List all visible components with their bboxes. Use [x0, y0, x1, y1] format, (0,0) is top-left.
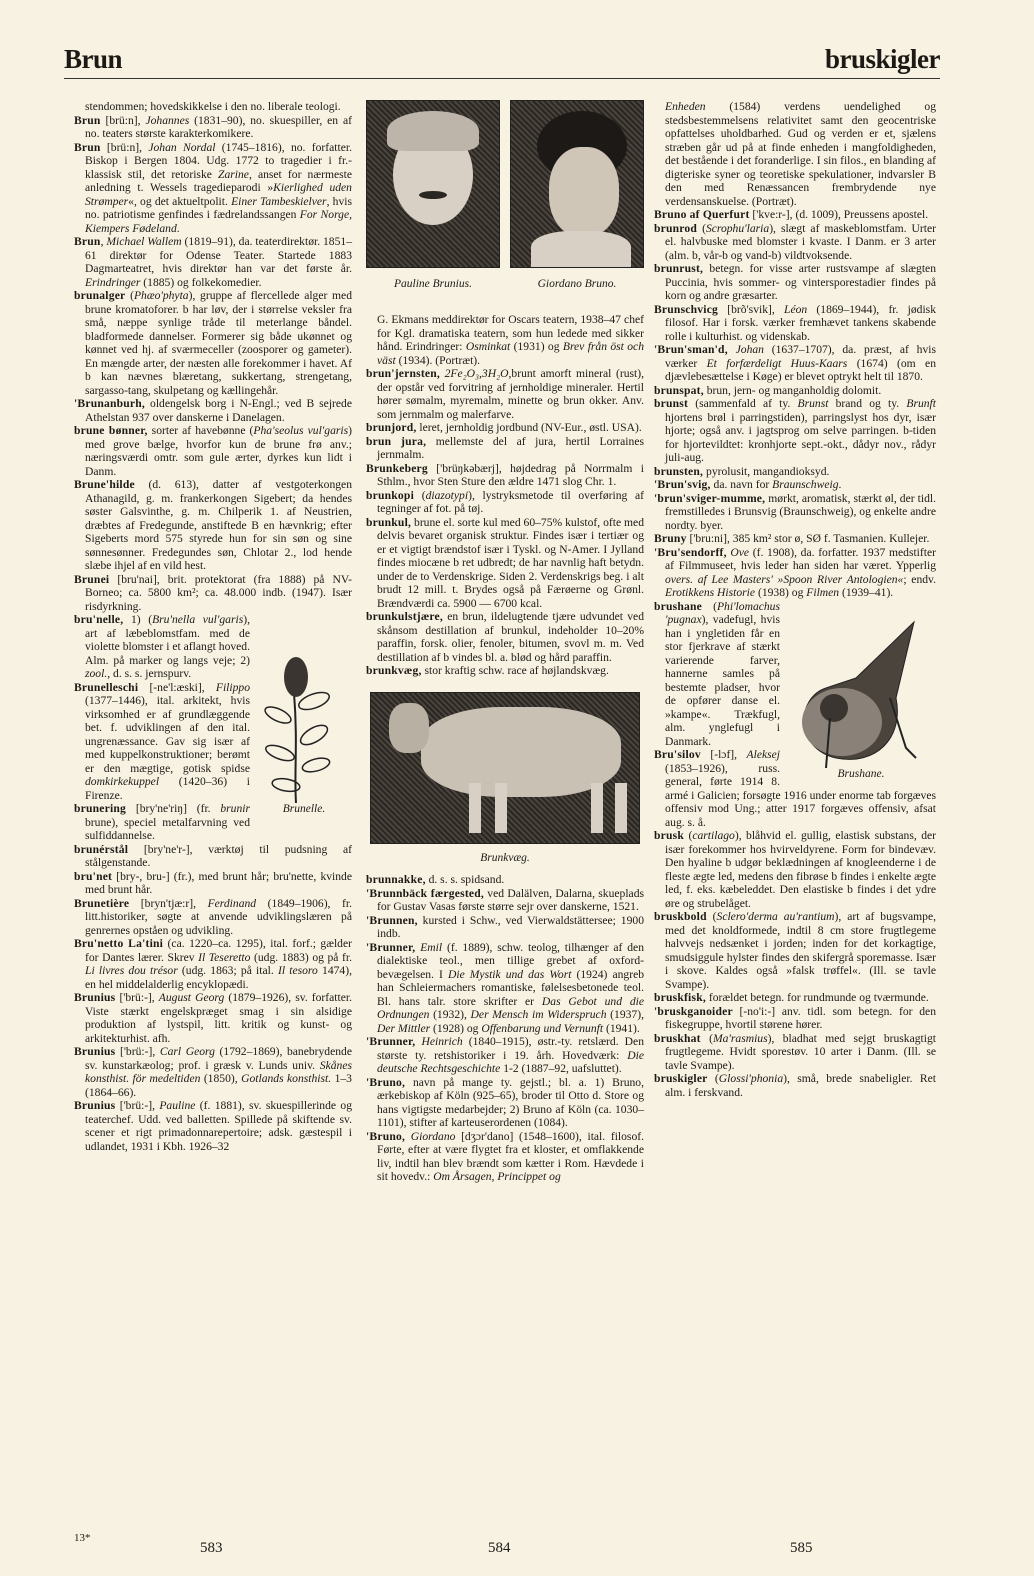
entry-bruskhat: bruskhat (Ma'rasmius), bladhat med sejgt bruskagtigt frugtlegeme. Hvidt sporestøv. 10 arter i Danm. (Ill. se tavle Svampe). — [654, 1031, 936, 1072]
entry-brunsten: brunsten, pyrolusit, mangandioksyd. — [654, 464, 830, 478]
brushane-bird-illustration — [786, 618, 926, 768]
entry-brunst: brunst (sammenfald af ty. Brunst brand og ty. Brunft hjortens brøl i parringstiden), parringslyst hos dyr, især hjorte; også anv. i jagtsprog om selve parringen. b-tiden for hjortevildtet: kronhjorte sept.-okt., dådyr nov., rådyr juli-aug. — [654, 397, 936, 464]
caption-brunkvaeg: Brunkvæg. — [480, 851, 530, 864]
entry-brushane: brushane (Phi'lomachus 'pugnax), vadefugl, hvis han i yngletiden får en stor fjerkrave af stærkt varierende farver, hannerne samles på bestemte pladser, hvor de opfører danse el. »kampe«. Trækfugl, alm. ynglefugl i Danmark. — [654, 599, 780, 748]
entry-brunetto-latini: Bru'netto La'tini (ca. 1220–ca. 1295), ital. forf.; gælder for Dantes lærer. Skrev Il Teseretto (udg. 1883) og på fr. Li livres dou trésor (udg. 1863; på ital. Il tesoro 1474), en hel middelalderlig encyklopædi. — [74, 937, 352, 991]
entry-brunetiere: Brunetière [bryn'tjæ:r], Ferdinand (1849–1906), fr. litt.historiker, søgte at anvende udviklingslæren på genrernes opståen og udvikling. — [74, 896, 352, 937]
entry-brunius-pauline: Brunius ['brü:-], Pauline (f. 1881), sv. skuespillerinde og teaterchef. Udd. ved balletten. Spillede på skiftende sv. scener et rigt primadonnarepertoire; adsk. gæstespil i udlandet, 1931 i Kbh. 1926–32 — [74, 1099, 352, 1153]
page-number-584: 584 — [488, 1540, 511, 1556]
entry-bruno-querfurt: Bruno af Querfurt ['kve:r-], (d. 1009), Preussens apostel. — [654, 208, 929, 221]
entry-brunsvig: 'Brun'svig, da. navn for Braunschweig. — [654, 478, 842, 491]
entry-brunkvaeg: brunkvæg, stor kraftig schw. race af højlandskvæg. — [366, 664, 609, 677]
entry-brunspat: brunspat, brun, jern- og manganholdig dolomit. — [654, 383, 882, 397]
entry-brunjernsten: brun'jernsten, 2Fe₂O₃,3H₂O,brunt amorft mineral (rust), der opstår ved forvitring af jernholdige mineraler. Hertil hører sømalm, myremalm, minette og brun okker. Anv. som jernmalm og malerfarve. — [366, 367, 644, 421]
brunelle-plant-illustration — [256, 653, 336, 803]
entry-brunius-august: Brunius ['brü:-], August Georg (1879–1926), sv. forfatter. Viste stærkt engelskpræget smag i sin alsidige produktion af lystspil, litt. kritik og kunst- og arkitekturhist. afh. — [74, 991, 352, 1045]
figure-brunkvaeg — [370, 692, 640, 866]
figure-pauline-brunius — [366, 100, 500, 295]
entry-brunelle: bru'nelle, 1) (Bru'nella vul'garis), art af læbeblomstfam. med de violette blomster i et aflangt hoved. Alm. på marker og langs veje; 2) zool., d. s. s. jernspurv. — [74, 613, 250, 680]
figure-brunelle — [256, 653, 352, 817]
guideword-left: Brun — [64, 44, 123, 74]
entry-brunner-emil: 'Brunner, Emil (f. 1889), schw. teolog, tilhænger af den dialektiske teol., men tillige grebet af oxford-bevægelsen. I Die Mystik und das Wort (1924) angreb han Schleiermachers romantiske, følelsesbetonede teol. Bl. hans talr. store skrifter er Das Gebot und die Ordnungen (1932), Der Mensch im Widerspruch (1937), Der Mittler (1928) og Offenbarung und Vernunft (1941). — [366, 940, 645, 1035]
entry-brunkulstjaere: brunkulstjære, en brun, ildelugtende tjære udvundet ved skånsom destillation af brunkul, indeholder 10–20% paraffin, forsk. olier, fenoler, bitumen, svovl m. m. Ved destillation af b vindes bl. a. blød og hård paraffin. — [366, 610, 644, 664]
caption-brunelle: Brunelle. — [282, 803, 326, 815]
photo-brunkvaeg-cow — [370, 692, 640, 844]
entry-bruskfisk: bruskfisk, forældet betegn. for rundmunde og tværmunde. — [654, 991, 929, 1004]
entry-brunjord: brunjord, leret, jernholdig jordbund (NV-Eur., østl. USA). — [366, 421, 642, 434]
entry-brunei: Brunei [bru'nai], brit. protektorat (fra 1888) på NV-Borneo; ca. 5800 km²; ca. 48.000 indb. (1947). Især risdyrkning. — [74, 572, 352, 613]
caption-giordano-bruno: Giordano Bruno. — [537, 278, 617, 290]
entry-brunehilde: Brune'hilde (d. 613), datter af vestgoterkongen Athanagild, g. m. frankerkongen Sigebert; da hendes søster Galsvinthe, g. m. Chilperik 1. af Neustrien, dræbtes af Fredegunde, anstiftede B en hævnkrig; efter Sigeberts mord 575 styrede hun for sin søn og sine sønnesønner. Fredegundes søn, Chlotar 2., lod hende slæbe ihjel af en vild hest. — [74, 478, 352, 572]
column-584 — [366, 100, 644, 1184]
column-585 — [654, 100, 936, 1099]
entry-brunet: bru'net [bry-, bru-] (fr.), med brunt hår; bru'nette, kvinde med brunt hår. — [74, 869, 352, 896]
figure-portraits — [366, 100, 644, 295]
entry-brunner-heinrich: 'Brunner, Heinrich (1840–1915), østr.-ty. retslærd. Den største ty. retshistoriker i 19. årh. Hovedværk: Die deutsche Rechtsgeschichte 1-2 (1887–92, uafsluttet). — [366, 1035, 644, 1075]
signature-mark: 13* — [74, 1532, 91, 1544]
entry-brunanburh: 'Brunanburh, oldengelsk borg i N-Engl.; ved B sejrede Athelstan 937 over danskerne i Danelagen. — [74, 397, 352, 424]
entry-brunelleschi: Brunelleschi [-ne'l:æski], Filippo (1377–1446), ital. arkitekt, hvis virksomhed er af grundlæggende bet. f. udviklingen af den ital. ungrenæssance. Gav sig især af med kuppelkonstruktioner; berømt er den mægtige, gotisk spidse domkirkekuppel (1420–36) i Firenze. — [74, 680, 250, 802]
entry-brunnen: 'Brunnen, kursted i Schw., ved Vierwaldstättersee; 1900 indb. — [366, 913, 644, 940]
caption-brushane: Brushane. — [837, 767, 885, 780]
column-583 — [74, 100, 352, 1153]
entry-brunrod: brunrod (Scrophu'laria), slægt af maskeblomstfam. Urter el. halvbuske med blomster i kvaste. I Danm. er 3 arter (alm. b, vår-b og vand-b) vildtvoksende. — [654, 221, 936, 262]
entry-brusilov: Bru'silov [-lɔf], Aleksej (1853–1926), russ. general, førte 1914 8. armé i Galicien; forsøgte 1916 under enorme tab forgæves offensiv mod Ung.; atter 1917 forgæves offensiv, afsat aug. s. å. — [654, 748, 936, 829]
entry-bruskganoider: 'bruskganoider [-no'i:-] anv. tidl. som betegn. for den fiskegruppe, hvortil størene hører. — [654, 1004, 936, 1031]
entry-brune-bonner: brune bønner, sorter af havebønne (Pha'seolus vul'garis) med grove bælge, hvorfor kun de brune frø anv.; næringsværdi omtr. som gule ærter, dyrkes kun lidt i Danm. — [74, 424, 353, 478]
portrait-pauline-brunius — [366, 100, 500, 268]
page-number-585: 585 — [790, 1540, 813, 1556]
entry-brunkopi: brunkopi (diazotypi), lystryksmetode til overføring af tegninger af fot. på tøj. — [366, 488, 644, 515]
entry-brunnakke: brunnakke, d. s. s. spidsand. — [366, 873, 505, 886]
entry-brun-johannes: Brun [brü:n], Johannes (1831–90), no. skuespiller, en af no. teaters største karakterkomikere. — [74, 113, 353, 140]
figure-brushane — [786, 618, 936, 782]
entry-brusendorff: 'Bru'sendorff, Ove (f. 1908), da. forfatter. 1937 medstifter af Filmmuseet, hvis leder han siden har været. Ypperlig overs. af Lee Masters' »Spoon River Antologien«; endv. Erotikkens Historie (1938) og Filmen (1939–41). — [654, 545, 936, 599]
entry-continuation: stendommen; hovedskikkelse i den no. liberale teologi. — [85, 100, 341, 113]
entry-bruskbold: bruskbold (Sclero'derma au'rantium), art af bugsvampe, med det knoldformede, indtil 8 cm store frugtlegeme halvvejs nedsænket i jorden; inden for det korkagtige, smudsiggule hylster findes den skifergrå sporemasse. Især i skove. Kaldes også »falsk trøffel«. (Ill. se tavle Svampe). — [654, 910, 936, 991]
entry-brun-michael: Brun, Michael Wallem (1819–91), da. teaterdirektør. 1851–61 direktør for Odense Teater. Startede 1883 Dagmarteatret, hvis direktør han var det første år. Erindringer (1885) og folkekomedier. — [74, 235, 352, 289]
entry-bruno: 'Bruno, navn på mange ty. gejstl.; bl. a. 1) Bruno, ærkebiskop af Köln (925–65), broder til Otto d. Store og hans vigtigste medarbejder; 2) Bruno af Köln (ca. 1030–1101), stifter af karteuserordenen (1084). — [366, 1075, 644, 1129]
entry-brun-jura: brun jura, mellemste del af jura, hertil Lorraines jernmalm. — [366, 434, 644, 461]
entry-bruskigler: bruskigler (Glossi'phonia), små, brede snabeligler. Ret alm. i ferskvand. — [654, 1072, 936, 1099]
entry-brunkul: brunkul, brune el. sorte kul med 60–75% kulstof, ofte med delvis bevaret organisk struktur. Findes især i tertiær og er et vigtigt brændstof især i Tyskl. og N-Amer. I Jylland findes miocæne b ret udbredt; de har navnlig haft betydn. under de to Verdenskrige. Siden 2. Verdenskrigs beg. i alt brudt 12 mill. t. Brydes også på Færøerne og Grønl. Brændværdi ca. 5900 — 6700 kcal. — [366, 515, 644, 610]
page-header — [64, 40, 940, 79]
figure-giordano-bruno — [510, 100, 644, 295]
portrait-giordano-bruno — [510, 100, 644, 268]
entry-brunschvicg: Brunschvicg [brõ'svik], Léon (1869–1944), fr. jødisk filosof. Har i forsk. værker fremhævet tankens skabende rolle i kulturhist. og videnskab. — [654, 302, 936, 343]
entry-brunering: brunering [bry'ne'riŋ] (fr. brunir brune), speciel metalfarvning ved sulfiddannelse. — [74, 802, 250, 842]
caption-pauline-brunius: Pauline Brunius. — [394, 278, 472, 290]
entry-continuation: Enheden (1584) verdens uendelighed og stedsbestemmelsens relativitet samt den geocentriske opfattelses uholdbarhed. Gud og verden er et, sjælens stræben går ud på at finde enheden i mangfoldigheden, det bestående i det foranderlige. I sin filos., en blanding af digteriske syner og teoretiske spekulationer, indvarsler B den med Renæssancen frembrydende nye verdensanskuelse. (Portræt). — [665, 100, 936, 208]
guideword-right: bruskigler — [824, 44, 940, 74]
entry-brunrust: brunrust, betegn. for visse arter rustsvampe af slægten Puccinia, hvis sommer- og vintersporestadier findes på korn og andre græsarter. — [654, 262, 936, 302]
entry-brunerstal: brunérstål [bry'ne'r-], værktøj til pudsning af stålgenstande. — [74, 842, 352, 869]
entry-brunsmand: 'Brun'sman'd, Johan (1637–1707), da. præst, af hvis værker Et forfærdeligt Huus-Kaars (1674) (om en djævlebesættelse i Køge) er blevet optrykt helt til 1870. — [654, 343, 937, 383]
entry-brun-johan-nordal: Brun [brü:n], Johan Nordal (1745–1816), no. forfatter. Biskop i Bergen 1804. Udg. 1772 to tragedier i fr.-klassisk stil, det retoriske Zarine, anset for nærmeste anledning t. Wessels tragedieparodi »Kierlighed uden Strømper«, og det aktueltpolit. Einer Tambeskielver, hvis no. patriotisme genfindes i fædrelandssangen For Norge, Kiempers Fødeland. — [74, 140, 353, 235]
entry-bruno-giordano: 'Bruno, Giordano [dʒɔr'dano] (1548–1600), ital. filosof. Førte, efter at være flygtet fra et kloster, et omflakkende liv, indtil han blev brændt som kætter i Rom. Hævdede i sit hovedv.: Om Årsagen, Princippet og — [366, 1129, 645, 1183]
entry-brunnback: 'Brunnbäck færgested, ved Dalälven, Dalarna, skueplads for Gustav Vasas første større sejr over danskerne, 1521. — [366, 886, 644, 913]
entry-bruny: Bruny ['bru:ni], 385 km² stor ø, SØ f. Tasmanien. Kullejer. — [654, 532, 930, 545]
entry-brunkeberg: Brunkeberg ['brüŋkəbærj], højdedrag på Norrmalm i Sthlm., hvor Sten Sture den ældre 1471 slog Chr. 1. — [366, 461, 644, 488]
entry-brunius-carl: Brunius ['brü:-], Carl Georg (1792–1869), banebrydende sv. kunstarkæolog; prof. i græsk v. Lunds univ. Skånes konsthist. för medeltiden (1850), Gotlands konsthist. 1–3 (1864–66). — [74, 1045, 352, 1099]
entry-brunalger: brunalger (Phæo'phyta), gruppe af flercellede alger med brune kromatoforer. b har løv, der i størrelse veksler fra små, næppe synlige tråde til meterlange båndel. bladformede dannelser. Formerer sig både ukønnet og kønnet ved hj. af sværmeceller (zoosporer og gameter). En mængde arter, der næsten alle forekommer i havet. Af b kan nævnes blæretang, sukkertang, strengetang, sargasso-tang, skulpetang og kællingehår. — [74, 289, 352, 397]
entry-continuation: G. Ekmans meddirektør for Oscars teatern, 1938–47 chef for Kgl. dramatiska teatern, som hun ledede med sikker hånd. Erindringer: Osminkat (1931) og Brev från öst och väst (1934). (Portræt). — [377, 313, 645, 367]
entry-brusk: brusk (cartilago), blåhvid el. gullig, elastisk substans, der især forekommer hos hvirveldyrene. Form for bindevæv. Den hyaline b udgør beklædningen af knogleenderne i de fleste ægte led, medens den fibrøse b findes i enkelte ægte led, f. eks. kæbeleddet. Den elastiske b findes i det ydre øre og strubelåget. — [654, 829, 936, 910]
page-number-583: 583 — [200, 1540, 223, 1556]
entry-brunsviger-mumme: 'brun'sviger-mumme, mørkt, aromatisk, stærkt øl, der tidl. fremstilledes i Brunsvig (Braunschweig), og enkelte andre nordty. byer. — [654, 491, 936, 532]
